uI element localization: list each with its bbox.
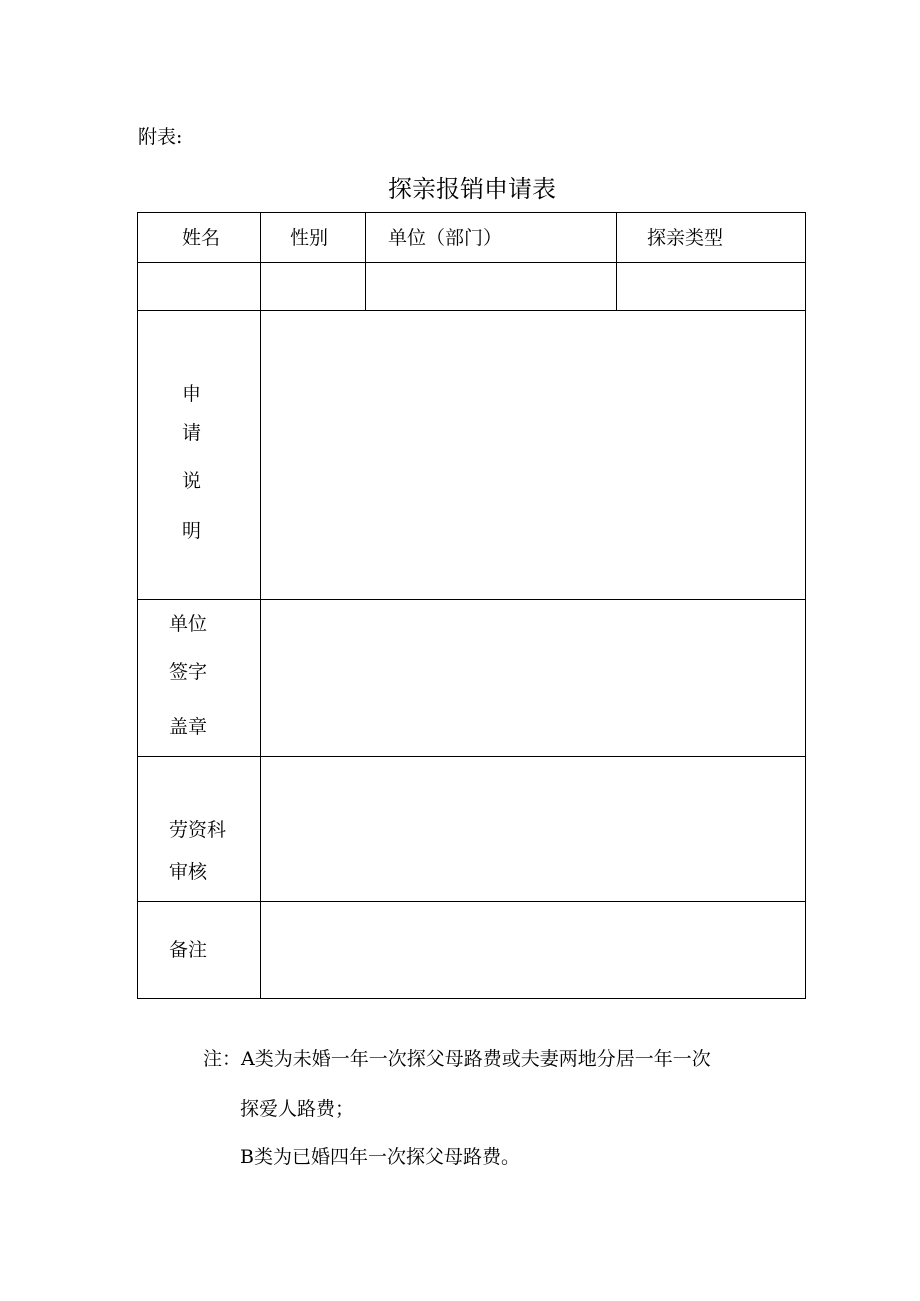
name-field[interactable]: [139, 263, 260, 310]
labor-review-field[interactable]: [261, 757, 805, 901]
header-visit-type: 探亲类型: [647, 227, 724, 249]
note-line-2: 探爱人路费；: [240, 1098, 355, 1120]
application-description-label-char: 请: [182, 422, 202, 444]
reimbursement-form-table: [137, 212, 806, 999]
remarks-field[interactable]: [261, 902, 805, 998]
header-unit: 单位（部门）: [388, 227, 503, 249]
unit-signature-label-line: 签字: [169, 661, 208, 683]
remarks-label: 备注: [169, 939, 208, 961]
visit-type-field[interactable]: [617, 263, 805, 310]
form-title: 探亲报销申请表: [388, 175, 556, 203]
unit-signature-field[interactable]: [261, 600, 805, 756]
labor-review-label-line: 审核: [169, 861, 208, 883]
unit-field[interactable]: [366, 263, 616, 310]
header-name: 姓名: [182, 227, 221, 249]
attachment-label: 附表:: [138, 126, 183, 148]
unit-signature-label-line: 单位: [169, 613, 208, 635]
unit-signature-label-line: 盖章: [169, 716, 208, 738]
application-description-label-char: 明: [182, 520, 202, 542]
application-description-label-char: 申: [182, 383, 202, 405]
note-line-3: B类为已婚四年一次探父母路费。: [240, 1146, 520, 1168]
header-gender: 性别: [290, 227, 329, 249]
gender-field[interactable]: [261, 263, 365, 310]
application-description-field[interactable]: [261, 311, 805, 599]
note-line-1: 注：A类为未婚一年一次探父母路费或夫妻两地分居一年一次: [203, 1048, 711, 1070]
labor-review-label-line: 劳资科: [169, 819, 227, 841]
application-description-label-char: 说: [182, 470, 202, 492]
